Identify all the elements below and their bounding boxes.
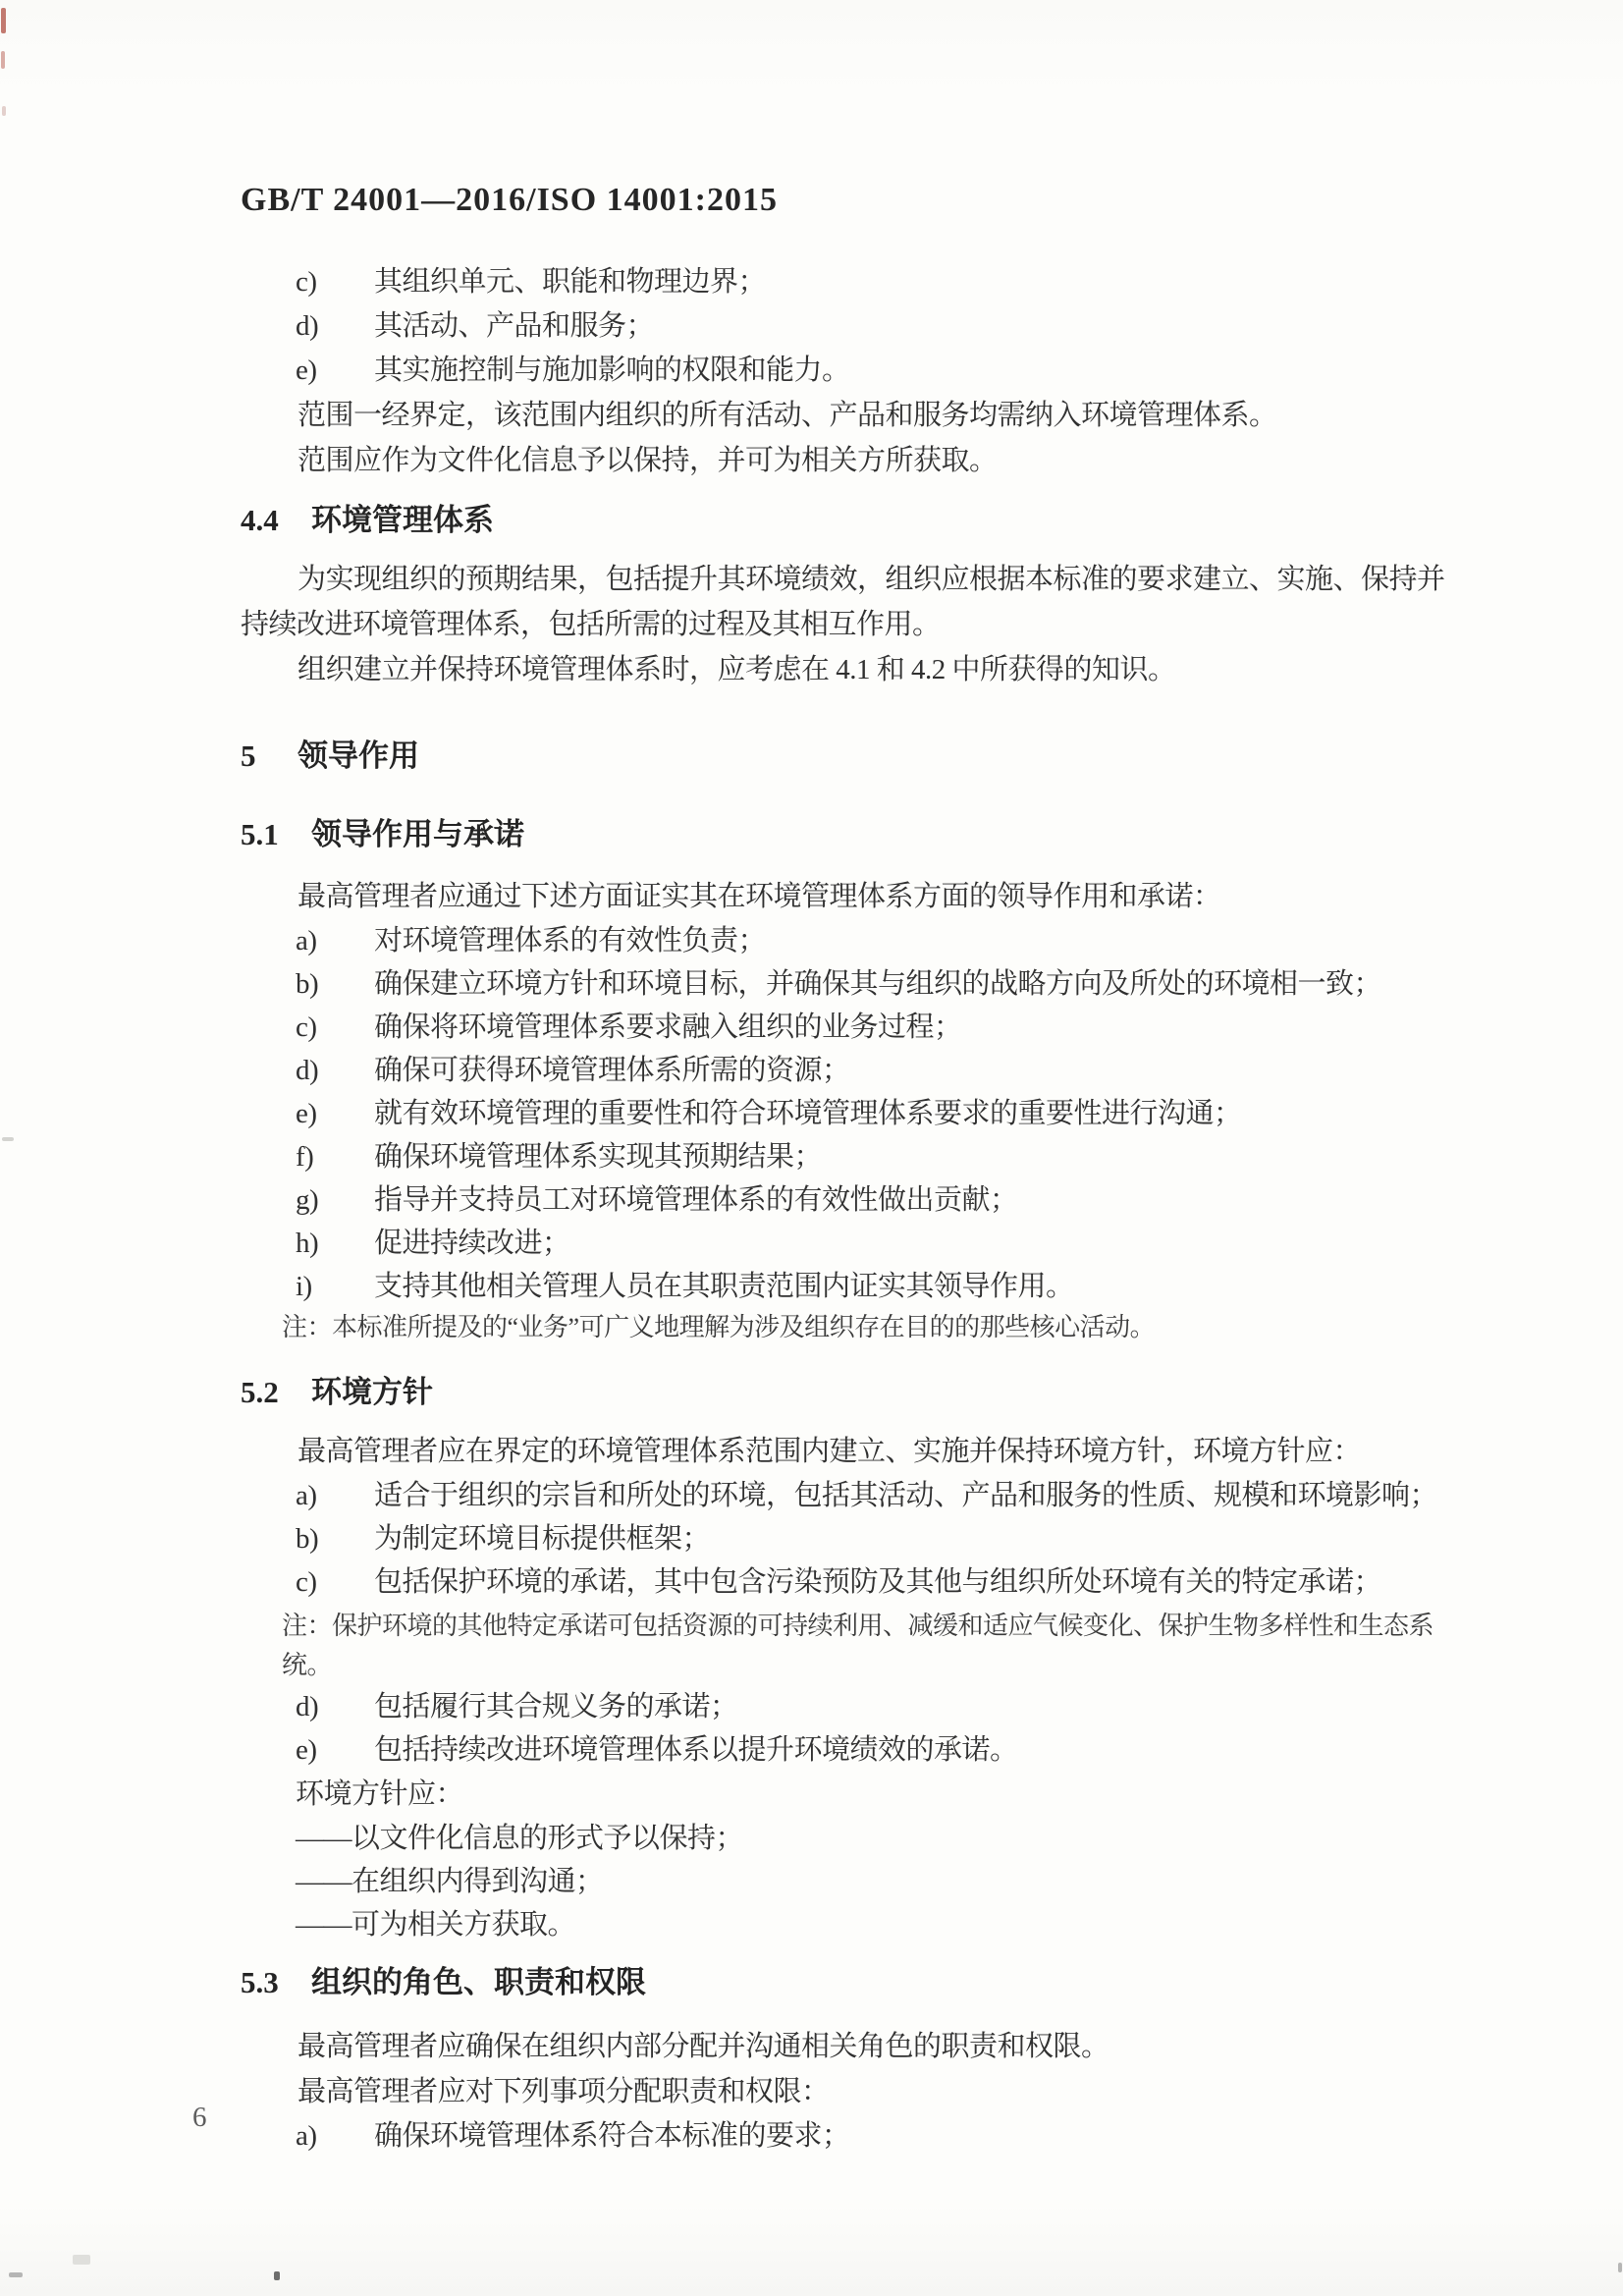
section-number: 5.2: [241, 1375, 279, 1409]
list-item: [241, 962, 1448, 1006]
policy-dash-item: ——在组织内得到沟通；: [296, 1866, 604, 1897]
list-item: [241, 1265, 1448, 1308]
scan-artifact-speck: [73, 2255, 90, 2265]
list-text: 其组织单元、职能和物理边界；: [374, 266, 767, 298]
list-text: 包括履行其合规义务的承诺；: [374, 1691, 738, 1722]
section-title: 组织的角色、职责和权限: [311, 1965, 646, 1999]
list-text: 其实施控制与施加影响的权限和能力。: [374, 355, 850, 386]
paragraph: 范围一经界定，该范围内组织的所有活动、产品和服务均需纳入环境管理体系。: [298, 400, 1277, 431]
list-text: 为制定环境目标提供框架；: [374, 1523, 711, 1555]
paragraph: 最高管理者应通过下述方面证实其在环境管理体系方面的领导作用和承诺：: [298, 881, 1221, 912]
section-heading-5-1: [241, 812, 1448, 857]
paragraph: 范围应作为文件化信息予以保持，并可为相关方所获取。: [298, 445, 998, 476]
section-number: 5: [241, 738, 256, 773]
standard-number-header: GB/T 24001—2016/ISO 14001:2015: [241, 182, 778, 218]
scan-artifact-speck: [1618, 2263, 1622, 2272]
section-number: 5.3: [241, 1965, 279, 1999]
list-item: [241, 1092, 1448, 1135]
scan-artifact-speck: [1, 51, 5, 69]
page-number: 6: [192, 2102, 207, 2133]
list-item: [241, 1560, 1448, 1604]
scan-artifact-speck: [274, 2271, 280, 2280]
list-marker: e): [296, 355, 317, 386]
list-item: [241, 2114, 1448, 2158]
section-heading-5: [241, 734, 1448, 779]
list-marker: b): [296, 1523, 319, 1555]
list-marker: a): [296, 925, 317, 957]
list-marker: d): [296, 1691, 319, 1722]
list-marker: c): [296, 1566, 317, 1598]
list-marker: h): [296, 1228, 319, 1259]
section-title: 领导作用与承诺: [311, 817, 524, 851]
list-marker: a): [296, 1480, 317, 1511]
section-heading-5-2: [241, 1370, 1448, 1415]
list-item: [241, 1728, 1448, 1772]
list-item: [241, 1135, 1448, 1178]
paragraph: 最高管理者应确保在组织内部分配并沟通相关角色的职责和权限。: [298, 2031, 1109, 2062]
section-title: 环境管理体系: [311, 503, 494, 537]
list-item: [241, 1474, 1448, 1517]
section-number: 4.4: [241, 503, 279, 537]
list-marker: i): [296, 1271, 312, 1302]
list-item: [241, 919, 1448, 962]
list-marker: d): [296, 310, 319, 342]
paragraph: 环境方针应：: [296, 1778, 464, 1810]
section-number: 5.1: [241, 817, 279, 851]
list-text: 确保建立环境方针和环境目标，并确保其与组织的战略方向及所处的环境相一致；: [374, 968, 1382, 1000]
list-item: [241, 260, 1448, 304]
list-text: 对环境管理体系的有效性负责；: [374, 925, 767, 957]
document-body: [241, 253, 1448, 2158]
policy-dash-item: ——以文件化信息的形式予以保持；: [296, 1823, 744, 1854]
list-item: [241, 1049, 1448, 1092]
list-item: [241, 1685, 1448, 1728]
scan-artifact-speck: [2, 1137, 14, 1141]
list-marker: a): [296, 2120, 317, 2152]
list-marker: b): [296, 968, 319, 1000]
list-text: 促进持续改进；: [374, 1228, 570, 1259]
list-marker: e): [296, 1098, 317, 1129]
section-title: 环境方针: [311, 1375, 433, 1409]
list-marker: c): [296, 266, 317, 298]
scan-artifact-speck: [1, 8, 6, 33]
scan-artifact-speck: [9, 2272, 23, 2277]
list-item: [241, 349, 1448, 393]
section-heading-4-4: [241, 498, 1448, 543]
list-text: 其活动、产品和服务；: [374, 310, 655, 342]
list-item: [241, 1006, 1448, 1049]
list-marker: f): [296, 1141, 314, 1173]
policy-dash-item: ——可为相关方获取。: [296, 1909, 576, 1941]
list-marker: g): [296, 1184, 319, 1216]
list-item: [241, 1222, 1448, 1265]
paragraph: 为实现组织的预期结果，包括提升其环境绩效，组织应根据本标准的要求建立、实施、保持并持续改进环境管理体系，包括所需的过程及其相互作用。: [241, 564, 1445, 640]
section-heading-5-3: [241, 1960, 1448, 2005]
list-text: 就有效环境管理的重要性和符合环境管理体系要求的重要性进行沟通；: [374, 1098, 1242, 1129]
list-item: [241, 1178, 1448, 1222]
list-text: 确保可获得环境管理体系所需的资源；: [374, 1055, 850, 1086]
list-text: 包括保护环境的承诺，其中包含污染预防及其他与组织所处环境有关的特定承诺；: [374, 1566, 1382, 1598]
list-text: 指导并支持员工对环境管理体系的有效性做出贡献；: [374, 1184, 1018, 1216]
list-text: 确保环境管理体系实现其预期结果；: [374, 1141, 823, 1173]
list-text: 确保环境管理体系符合本标准的要求；: [374, 2120, 850, 2152]
note: 注：保护环境的其他特定承诺可包括资源的可持续利用、减缓和适应气候变化、保护生物多样性和生态系统。: [282, 1612, 1434, 1679]
list-item: [241, 1517, 1448, 1560]
list-marker: e): [296, 1734, 317, 1766]
note: 注：本标准所提及的“业务”可广义地理解为涉及组织存在目的的那些核心活动。: [282, 1313, 1156, 1341]
paragraph: 最高管理者应在界定的环境管理体系范围内建立、实施并保持环境方针，环境方针应：: [298, 1436, 1362, 1467]
list-item: [241, 304, 1448, 349]
paragraph: 组织建立并保持环境管理体系时，应考虑在 4.1 和 4.2 中所获得的知识。: [298, 654, 1176, 685]
paragraph: 最高管理者应对下列事项分配职责和权限：: [298, 2076, 830, 2107]
list-marker: d): [296, 1055, 319, 1086]
list-text: 包括持续改进环境管理体系以提升环境绩效的承诺。: [374, 1734, 1018, 1766]
list-text: 适合于组织的宗旨和所处的环境，包括其活动、产品和服务的性质、规模和环境影响；: [374, 1480, 1438, 1511]
list-text: 支持其他相关管理人员在其职责范围内证实其领导作用。: [374, 1271, 1074, 1302]
list-marker: c): [296, 1011, 317, 1043]
section-title: 领导作用: [298, 738, 419, 773]
list-text: 确保将环境管理体系要求融入组织的业务过程；: [374, 1011, 962, 1043]
scan-artifact-speck: [2, 106, 6, 116]
